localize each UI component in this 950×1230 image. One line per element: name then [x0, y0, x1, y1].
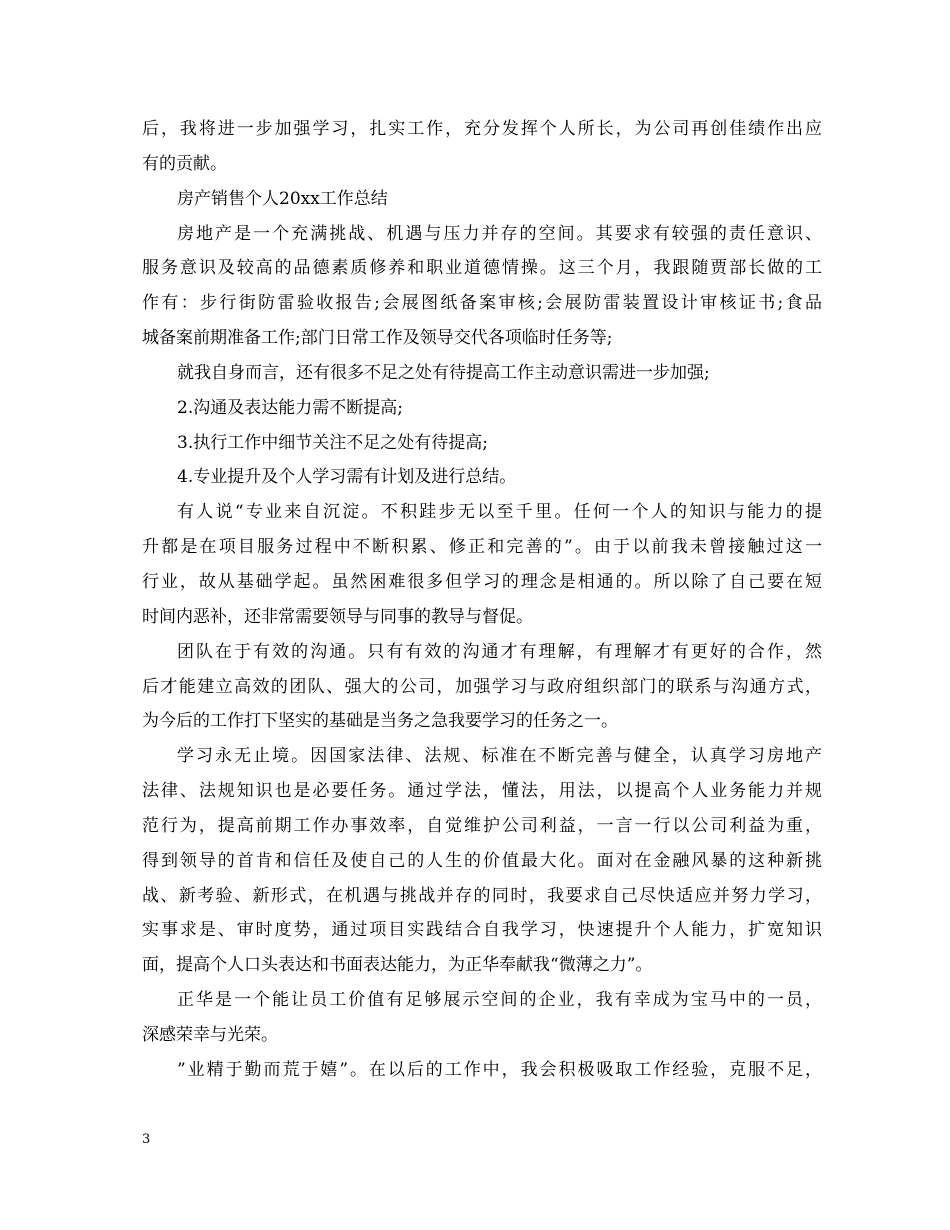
text-line: 法律、法规知识也是必要任务。通过学法，懂法，用法，以提高个人业务能力并规 [142, 781, 822, 802]
text-line: 有的贡献。 [142, 153, 227, 174]
text-line: 房地产是一个充满挑战、机遇与压力并存的空间。其要求有较强的责任意识、 [177, 223, 822, 244]
text-line: 房产销售个人20xx工作总结 [177, 188, 388, 209]
text-line: 实事求是、审时度势，通过项目实践结合自我学习，快速提升个人能力，扩宽知识 [142, 920, 822, 941]
text-line: 为今后的工作打下坚实的基础是当务之急我要学习的任务之一。 [142, 711, 618, 732]
text-line: 行业，故从基础学起。虽然困难很多但学习的理念是相通的。所以除了自己要在短 [142, 571, 822, 592]
text-line: 面，提高个人口头表达和书面表达能力，为正华奉献我“微薄之力”。 [142, 955, 653, 976]
page-number: 3 [142, 1132, 151, 1147]
text-line: 城备案前期准备工作;部门日常工作及领导交代各项临时任务等; [142, 328, 613, 349]
text-line: 有人说“专业来自沉淀。不积跬步无以至千里。任何一个人的知识与能力的提 [177, 502, 822, 523]
text-line: 3.执行工作中细节关注不足之处有待提高; [177, 432, 488, 453]
text-line: 深感荣幸与光荣。 [142, 1024, 278, 1045]
text-line: 就我自身而言，还有很多不足之处有待提高工作主动意识需进一步加强; [177, 362, 710, 383]
text-line: 升都是在项目服务过程中不断积累、修正和完善的”。由于以前我未曾接触过这一 [142, 537, 822, 558]
text-line: 4.专业提升及个人学习需有计划及进行总结。 [177, 467, 517, 488]
text-line: 团队在于有效的沟通。只有有效的沟通才有理解，有理解才有更好的合作，然 [177, 641, 822, 662]
text-line: 后才能建立高效的团队、强大的公司，加强学习与政府组织部门的联系与沟通方式， [142, 676, 822, 697]
text-line: 得到领导的首肯和信任及使自己的人生的价值最大化。面对在金融风暴的这种新挑 [142, 850, 822, 871]
text-line: 后，我将进一步加强学习，扎实工作，充分发挥个人所长，为公司再创佳绩作出应 [142, 119, 822, 139]
text-line: 战、新考验、新形式，在机遇与挑战并存的同时，我要求自己尽快适应并努力学习， [142, 885, 822, 906]
text-line: 时间内恶补，还非常需要领导与同事的教导与督促。 [142, 606, 533, 627]
text-line: 学习永无止境。因国家法律、法规、标准在不断完善与健全，认真学习房地产 [177, 746, 822, 767]
text-line: 范行为，提高前期工作办事效率，自觉维护公司利益，一言一行以公司利益为重， [142, 815, 822, 836]
text-line: ”业精于勤而荒于嬉”。在以后的工作中，我会积极吸取工作经验，克服不足， [177, 1059, 822, 1080]
text-line: 服务意识及较高的品德素质修养和职业道德情操。这三个月，我跟随贾部长做的工 [142, 258, 822, 279]
text-line: 正华是一个能让员工价值有足够展示空间的企业，我有幸成为宝马中的一员， [177, 990, 822, 1011]
text-line: 作有：步行街防雷验收报告;会展图纸备案审核;会展防雷装置设计审核证书;食品 [142, 293, 822, 314]
text-line: 2.沟通及表达能力需不断提高; [177, 397, 403, 418]
document-body [142, 112, 822, 1088]
